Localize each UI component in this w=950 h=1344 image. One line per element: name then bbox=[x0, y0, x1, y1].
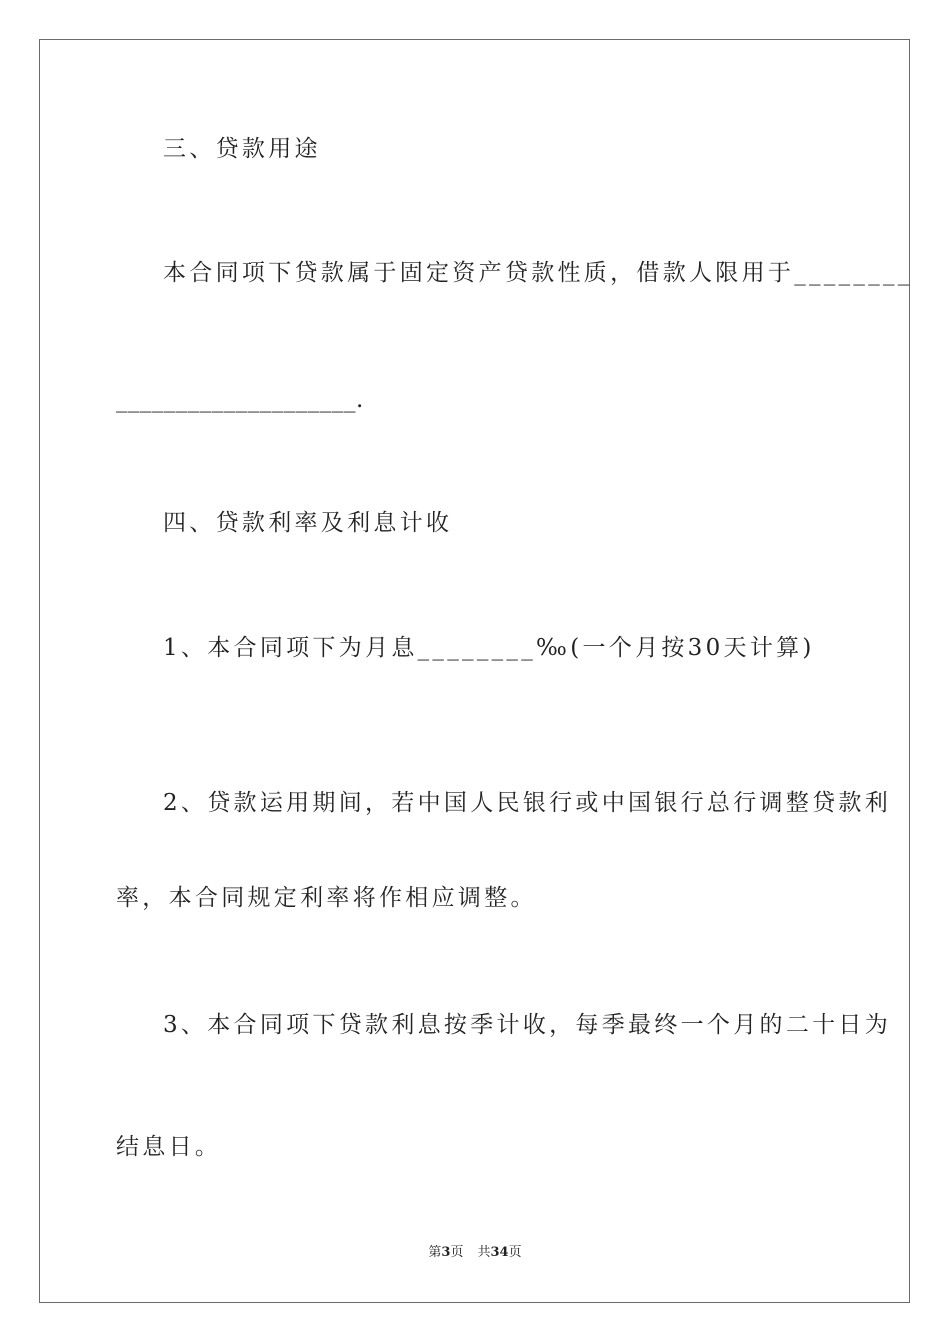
section-heading-interest: 四、贷款利率及利息计收 bbox=[163, 510, 453, 536]
clause-3-interest-collection: 3、本合同项下贷款利息按季计收，每季最终一个月的二十日为 bbox=[163, 1012, 892, 1038]
paragraph-loan-purpose: 本合同项下贷款属于固定资产贷款性质，借款人限用于________ bbox=[163, 260, 913, 286]
total-pages: 34 bbox=[490, 1245, 509, 1260]
clause-3-interest-collection-continued: 结息日。 bbox=[116, 1134, 222, 1160]
section-heading-loan-purpose: 三、贷款用途 bbox=[163, 136, 321, 162]
total-prefix: 共 bbox=[477, 1245, 491, 1260]
page-suffix: 页 bbox=[450, 1245, 464, 1260]
paragraph-loan-purpose-continued: ____________________. bbox=[116, 387, 364, 413]
total-suffix: 页 bbox=[508, 1245, 522, 1260]
clause-2-rate-adjustment-continued: 率，本合同规定利率将作相应调整。 bbox=[116, 885, 537, 911]
clause-1-monthly-interest: 1、本合同项下为月息________‰(一个月按30天计算) bbox=[163, 635, 815, 661]
clause-2-rate-adjustment: 2、贷款运用期间，若中国人民银行或中国银行总行调整贷款利 bbox=[163, 790, 892, 816]
page-footer bbox=[0, 1244, 950, 1262]
page-border bbox=[39, 39, 910, 1303]
page-prefix: 第 bbox=[428, 1245, 442, 1260]
page-number: 3 bbox=[441, 1245, 451, 1260]
